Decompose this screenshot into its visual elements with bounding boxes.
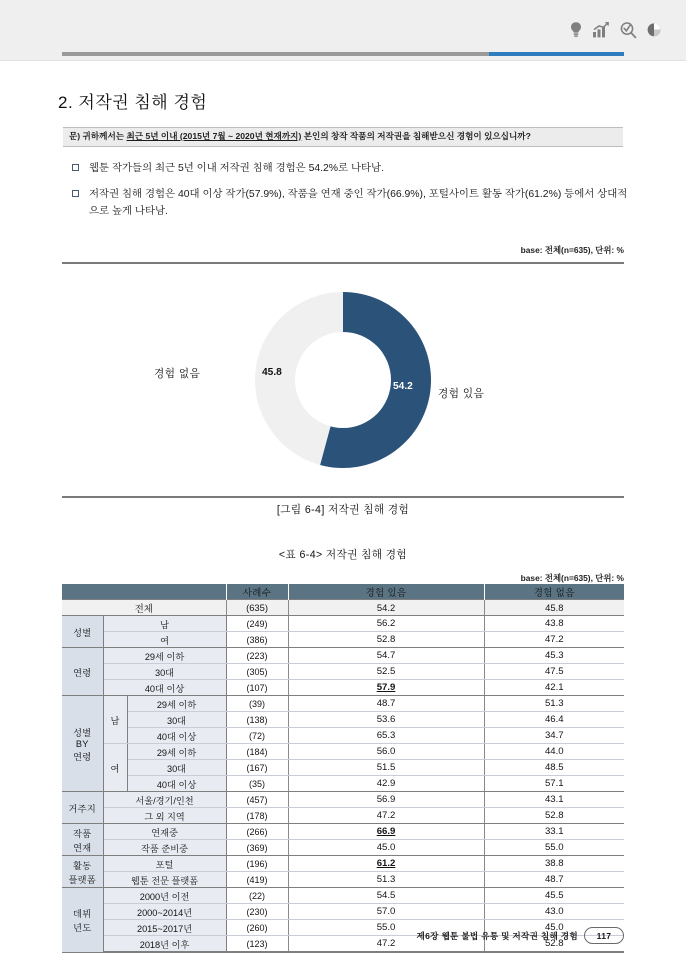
table-cell-n: (138) — [226, 712, 288, 728]
pie-chart-icon — [646, 21, 662, 39]
table-cell-n: (230) — [226, 904, 288, 920]
table-cell-value: 47.2 — [288, 936, 484, 953]
table-cell-no: 57.1 — [484, 776, 624, 792]
table-group-label — [62, 824, 103, 856]
donut-graphic — [243, 280, 443, 480]
table-cell-label: 40대 이상 — [127, 776, 226, 792]
table-cell-no: 33.1 — [484, 824, 624, 840]
table-row-total — [62, 600, 624, 616]
table-cell-value: 56.9 — [288, 792, 484, 808]
table-group-label-line: 연령 — [73, 751, 92, 762]
table-cell-n: (369) — [226, 840, 288, 856]
table-cell-value: 53.6 — [288, 712, 484, 728]
table-row — [62, 760, 624, 776]
bullet-square-icon — [72, 190, 79, 197]
table-group-label-line: 플랫폼 — [68, 874, 97, 885]
table-cell-no: 38.8 — [484, 856, 624, 872]
figure-caption: [그림 6-4] 저작권 침해 경험 — [276, 504, 410, 516]
table-row — [62, 888, 624, 904]
table-cell-n: (107) — [226, 680, 288, 696]
table-row — [62, 728, 624, 744]
table-header-yes: 경험 있음 — [288, 584, 484, 600]
table-cell-no: 47.2 — [484, 632, 624, 648]
table-group-label-line: 데뷔 — [73, 908, 92, 919]
table-group-label — [62, 856, 103, 888]
table-cell-label: 작품 준비중 — [103, 840, 226, 856]
table-cell-no: 55.0 — [484, 840, 624, 856]
table-subgroup-label: 여 — [103, 744, 127, 792]
table-row — [62, 712, 624, 728]
table-caption: <표 6-4> 저작권 침해 경험 — [278, 549, 408, 561]
table-cell-n: (39) — [226, 696, 288, 712]
table-base-note: base: 전체(n=635), 단위: % — [520, 573, 624, 583]
table-cell-label: 서울/경기/인천 — [103, 792, 226, 808]
table-cell-n: (457) — [226, 792, 288, 808]
page-title: 2. 저작권 침해 경험 — [58, 93, 208, 112]
table-cell-n: (35) — [226, 776, 288, 792]
table-cell-label: 웹툰 전문 플랫폼 — [103, 872, 226, 888]
table-cell-no: 48.5 — [484, 760, 624, 776]
question-suffix: 본인의 창작 작품의 저작권을 침해받으신 경험이 있으십니까? — [301, 131, 531, 141]
table-cell-label: 연재중 — [103, 824, 226, 840]
table-cell-no: 47.5 — [484, 664, 624, 680]
table-cell-label: 29세 이하 — [127, 696, 226, 712]
table-cell-value: 51.5 — [288, 760, 484, 776]
table-cell-no: 46.4 — [484, 712, 624, 728]
table-cell-n: (178) — [226, 808, 288, 824]
table-cell-label: 2015~2017년 — [103, 920, 226, 936]
table-cell-no: 42.1 — [484, 680, 624, 696]
table-header-no: 경험 없음 — [484, 584, 624, 600]
table-cell-n: (305) — [226, 664, 288, 680]
table-cell-n: (419) — [226, 872, 288, 888]
table-row — [62, 664, 624, 680]
table-cell-value: 56.2 — [288, 616, 484, 632]
table-group-label-line: 작품 — [73, 828, 92, 839]
table-cell-n: (223) — [226, 648, 288, 664]
table-cell-yes: 54.2 — [288, 600, 484, 616]
table-row — [62, 856, 624, 872]
table-cell-n: (260) — [226, 920, 288, 936]
table-cell-value: 57.0 — [288, 904, 484, 920]
footer-chapter-text: 제6장 웹툰 불법 유통 및 저작권 침해 경험 — [416, 930, 578, 941]
table-group-label: 거주지 — [62, 792, 103, 824]
bullet-square-icon — [72, 164, 79, 171]
table-cell-n: (386) — [226, 632, 288, 648]
table-cell-n: (167) — [226, 760, 288, 776]
table-cell-value: 65.3 — [288, 728, 484, 744]
table-header-blank — [62, 584, 226, 600]
table-cell-label: 2018년 이후 — [103, 936, 226, 953]
banner-rule-accent — [489, 52, 624, 56]
table-cell-no: 45.0 — [484, 920, 624, 936]
table-cell-value: 52.5 — [288, 664, 484, 680]
list-item-text: 저작권 침해 경험은 40대 이상 작가(57.9%), 작품을 연재 중인 작가(66.9%), 포털사이트 활동 작가(61.2%) 등에서 상대적으로 높게 나타남. — [89, 189, 628, 217]
table-cell-value: 52.8 — [288, 632, 484, 648]
donut-chart — [62, 262, 624, 498]
table-header-row — [62, 584, 624, 600]
table-cell-no: 44.0 — [484, 744, 624, 760]
page-footer — [416, 927, 624, 944]
donut-svg — [243, 280, 443, 480]
table-subgroup-label: 남 — [103, 696, 127, 744]
lightbulb-icon — [569, 21, 583, 39]
table-cell-n: (72) — [226, 728, 288, 744]
table-row — [62, 680, 624, 696]
table-cell-label: 40대 이상 — [127, 728, 226, 744]
table-cell-label: 29세 이하 — [127, 744, 226, 760]
search-check-icon — [619, 21, 637, 39]
highlighted-value: 66.9 — [376, 826, 396, 837]
table-cell-n: (184) — [226, 744, 288, 760]
bar-chart-icon — [592, 21, 610, 39]
banner-icon-group — [569, 21, 662, 39]
table-group-label-line: 년도 — [73, 922, 92, 933]
table-cell-no: 45.3 — [484, 648, 624, 664]
table-body — [62, 600, 624, 953]
table-cell-value: 42.9 — [288, 776, 484, 792]
highlighted-value: 61.2 — [376, 858, 396, 869]
table-cell-value — [288, 680, 484, 696]
table-group-label: 성별 — [62, 616, 103, 648]
highlighted-value: 57.9 — [376, 682, 396, 693]
table-cell-no: 48.7 — [484, 872, 624, 888]
list-item-text: 웹툰 작가들의 최근 5년 이내 저작권 침해 경험은 54.2%로 나타남. — [89, 163, 384, 174]
page-banner — [0, 0, 686, 61]
table-group-label-line: 활동 — [73, 860, 92, 871]
table-row — [62, 824, 624, 840]
table-cell-label: 2000~2014년 — [103, 904, 226, 920]
table-cell-label: 그 외 지역 — [103, 808, 226, 824]
table-cell-no: 51.3 — [484, 696, 624, 712]
table-row — [62, 632, 624, 648]
table-cell-label: 포털 — [103, 856, 226, 872]
table-row — [62, 808, 624, 824]
list-item — [72, 160, 628, 177]
table-cell-value: 47.2 — [288, 808, 484, 824]
table-row — [62, 776, 624, 792]
table-cell-no: 43.1 — [484, 792, 624, 808]
table-cell-n: (123) — [226, 936, 288, 953]
table-cell-label: 40대 이상 — [103, 680, 226, 696]
question-period-underlined: 최근 5년 이내 (2015년 7월 ~ 2020년 현재까지) — [126, 131, 302, 141]
findings-list — [72, 160, 628, 229]
table-cell-label: 전체 — [62, 600, 226, 616]
table-cell-label: 30대 — [127, 712, 226, 728]
table-group-label-line: 연재 — [73, 842, 92, 853]
table-cell-value: 55.0 — [288, 920, 484, 936]
table-cell-value: 54.7 — [288, 648, 484, 664]
donut-hole — [295, 332, 391, 428]
donut-value-no: 45.8 — [262, 367, 282, 378]
table-row — [62, 840, 624, 856]
table-row — [62, 872, 624, 888]
table-cell-value — [288, 824, 484, 840]
table-group-label: 연령 — [62, 648, 103, 696]
table-cell-value — [288, 856, 484, 872]
table-cell-n: (196) — [226, 856, 288, 872]
table-row — [62, 696, 624, 712]
table-cell-label: 여 — [103, 632, 226, 648]
table-cell-no: 43.0 — [484, 904, 624, 920]
table-cell-label: 30대 — [127, 760, 226, 776]
table-cell-no: 34.7 — [484, 728, 624, 744]
table-row — [62, 904, 624, 920]
page-number-badge: 117 — [584, 927, 624, 944]
survey-question-bar — [63, 127, 623, 147]
table-cell-n: (22) — [226, 888, 288, 904]
table-group-label — [62, 888, 103, 953]
table-cell-label: 29세 이하 — [103, 648, 226, 664]
table-cell-no: 52.8 — [484, 936, 624, 953]
table-group-label — [62, 696, 103, 792]
table-row — [62, 744, 624, 760]
table-cell-value: 45.0 — [288, 840, 484, 856]
donut-label-yes: 경험 있음 — [438, 388, 485, 400]
table-cell-value: 56.0 — [288, 744, 484, 760]
table-cell-label: 남 — [103, 616, 226, 632]
donut-value-yes: 54.2 — [393, 381, 413, 392]
table-group-label-line: BY — [75, 738, 89, 749]
table-group-label-line: 성별 — [73, 727, 92, 738]
table-cell-label: 30대 — [103, 664, 226, 680]
table-cell-label: 2000년 이전 — [103, 888, 226, 904]
table-cell-no: 43.8 — [484, 616, 624, 632]
table-header-n: 사례수 — [226, 584, 288, 600]
table-row — [62, 616, 624, 632]
table-cell-no: 45.8 — [484, 600, 624, 616]
table-row — [62, 648, 624, 664]
table-cell-value: 48.7 — [288, 696, 484, 712]
table-cell-no: 45.5 — [484, 888, 624, 904]
table-cell-no: 52.8 — [484, 808, 624, 824]
table-cell-value: 54.5 — [288, 888, 484, 904]
chart-base-note: base: 전체(n=635), 단위: % — [520, 245, 624, 255]
list-item — [72, 186, 628, 220]
question-prefix: 문) 귀하께서는 — [69, 131, 127, 141]
donut-label-no: 경험 없음 — [154, 368, 201, 380]
table-cell-n: (266) — [226, 824, 288, 840]
table-cell-value: 51.3 — [288, 872, 484, 888]
table-row — [62, 792, 624, 808]
table-cell-n: (249) — [226, 616, 288, 632]
statistics-table — [62, 584, 624, 953]
table-cell-n: (635) — [226, 600, 288, 616]
